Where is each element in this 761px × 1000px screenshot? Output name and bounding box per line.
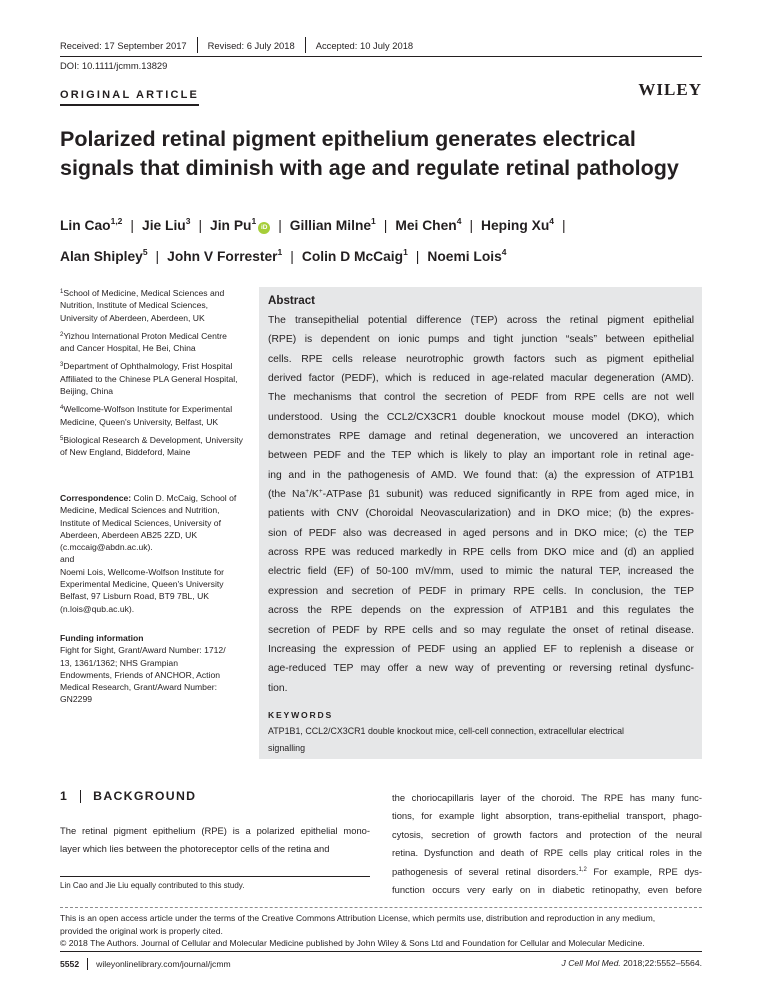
author-affil: 4 — [549, 216, 554, 226]
author-name[interactable]: Colin D McCaig — [301, 249, 404, 264]
author-list: Lin Cao$^{1,2}$ | Jie Liu$^3$ | Jin Pu$^1$iD | Gillian Milne$^1$ | Mei Chen$^4$ | Heping Xu$^4$ | Alan Shipley$^5$ | John V Forrester$^1$ | Colin D McCaig$^1$ | Noemi Lois$^4$ — [60, 216, 566, 264]
correspondence-label: Correspondence: — [60, 493, 132, 503]
author-name[interactable]: Alan Shipley — [60, 249, 143, 264]
funding-label: Funding information — [60, 633, 144, 643]
affiliation: $^3$Department of Ophthalmology, Frist Hospital Affiliated to the Chinese PLA General Hospital, Beijing, China — [60, 361, 238, 397]
author-name[interactable]: Mei Chen — [395, 218, 457, 233]
email-link[interactable]: (n.lois@qub.ac.uk). — [60, 603, 135, 614]
body-text-col1: The retinal pigment epithelium (RPE) is a polarized epithelial mono- layer which lies between the photoreceptor cells of the retina and — [60, 825, 370, 855]
orcid-icon[interactable]: iD — [258, 222, 270, 234]
author-affil: 1 — [251, 216, 257, 226]
divider — [197, 37, 198, 53]
journal-url[interactable]: wileyonlinelibrary.com/journal/jcmm — [96, 959, 231, 969]
footer-citation: J Cell Mol Med. 2018;22:5552–5564. — [561, 958, 702, 968]
article-type: ORIGINAL ARTICLE — [60, 89, 200, 101]
author-affil: 1 — [403, 247, 408, 257]
keywords-heading: KEYWORDS — [268, 710, 334, 720]
author-name[interactable]: Lin Cao — [60, 218, 111, 233]
author-name[interactable]: Jin Pu — [210, 218, 252, 233]
author-affil: 1 — [371, 216, 376, 226]
section-title: BACKGROUND — [93, 789, 197, 803]
abstract-text: The transepithelial potential difference (TEP) across the retinal pigment epithelial (RPE) is dependent on ionic pumps and tight junction “seals” between epithelial cells. RPE cells release neurotrophic growth factors such as pigment epithelial derived factor (PEDF), which is reduced in age-related macular degeneration (AMD). The mechanisms that control the secretion of PEDF from RPE cells are not well understood. Using the CCL2/CX3CR1 double knockout mouse model (DKO), which demonstrates RPE damage and retinal degeneration, we uncovered an interaction between PEDF and the TEP which is likely to play an important role in retinal age- ing and in the pathogenesis of AMD. We found that: (a) the expression of ATP1B1 (the Na+/K+-ATPase β1 subunit) was reduced significantly in RPE from aged mice, in patients with CNV (Choroidal Neovascularization) and in DKO mice; (b) the expres- sion of PEDF also was decreased in aged persons and in DKO mice; (c) the TEP across RPE was reduced markedly in RPE cells from DKO mice and (d) an applied electric field (EF) of 50-100 mV/mm, used to mimic the natural TEP, increased the expression and secretion of PEDF in primary RPE cells. In conclusion, the TEP across the RPE depends on the expression of ATP1B1 and this regulates the secretion of PEDF by RPE cells and so may regulate the onset of retinal disease. Increasing the expression of PEDF using an applied EF to replenish a disease or age-reduced TEP may offer a new way of preventing or reversing retinal dysfunc- tion. — [268, 315, 694, 694]
accepted-date: Accepted: 10 July 2018 — [315, 39, 414, 51]
article-type-underline — [60, 104, 199, 106]
title-line: Polarized retinal pigment epithelium generates electrical — [60, 127, 636, 151]
affiliations — [60, 286, 243, 464]
footer-rule — [60, 951, 702, 952]
email-link[interactable]: (c.mccaig@abdn.ac.uk). — [60, 542, 153, 553]
abstract-heading: Abstract — [268, 294, 316, 307]
divider — [87, 958, 88, 970]
correspondence: Correspondence: Colin D. McCaig, School of Medicine, Medical Sciences and Nutrition, Institute of Medical Sciences, University of Aberdeen, Aberdeen AB25 2ZD, UK (c.mccaig@abdn.ac.uk). and Noemi Lois, Wellcome-Wolfson Institute for Experimental Medicine, Queen's University Belfast, 97 Lisburn Road, BT9 7BL, UK (n.lois@qub.ac.uk). — [60, 492, 243, 615]
author-name[interactable]: Heping Xu — [481, 218, 550, 233]
footer-left — [60, 958, 231, 970]
publisher-logo: WILEY — [638, 80, 702, 99]
footnote-rule — [60, 876, 370, 877]
section-number: 1 — [60, 789, 69, 803]
page-number: 5552 — [60, 959, 80, 969]
author-name[interactable]: Gillian Milne — [289, 218, 372, 233]
author-affil: 1,2 — [110, 216, 123, 226]
title-line: signals that diminish with age and regulate retinal pathology — [60, 156, 679, 180]
affiliation: $^5$Biological Research & Development, University of New England, Biddeford, Maine — [60, 434, 243, 458]
revised-date: Revised: 6 July 2018 — [207, 39, 295, 51]
author-affil: 4 — [456, 216, 462, 226]
journal-abbrev: J Cell Mol Med. — [561, 958, 621, 968]
body-text-col2: the choriocapillaris layer of the choroid. The RPE has many func- tions, for example light absorption, trans-epithelial transport, phago- cytosis, secretion of growth factors and protection of the neural retina. Dysfunction and death of RPE cells play critical roles in the pathogenesis of several retinal disorders.$^{1,2}$ For example, RPE dys- function occurs very early on in diabetic retinopathy, even before — [392, 792, 702, 896]
dates-row — [60, 38, 413, 52]
article-title — [60, 125, 710, 183]
author-affil: 4 — [501, 247, 507, 257]
author-name[interactable]: Noemi Lois — [427, 249, 502, 264]
funding-information: Funding information Fight for Sight, Grant/Award Number: 1712/ 13, 1361/1362; NHS Grampian Endowments, Friends of ANCHOR, Action Medical Research, Grant/Award Number: GN2299 — [60, 633, 226, 705]
affiliation: $^1$School of Medicine, Medical Sciences and Nutrition, Institute of Medical Sciences, University of Aberdeen, Aberdeen, UK — [60, 288, 225, 323]
author-name[interactable]: John V Forrester — [167, 249, 278, 264]
dashed-rule — [60, 907, 702, 908]
doi-link[interactable]: DOI: 10.1111/jcmm.13829 — [60, 60, 168, 71]
header-rule — [60, 56, 702, 57]
section-heading — [60, 789, 196, 803]
author-affil: 1 — [277, 247, 283, 257]
divider — [80, 790, 81, 803]
affiliation: $^4$Wellcome-Wolfson Institute for Experimental Medicine, Queen's University, Belfast, UK — [60, 404, 233, 427]
author-name[interactable]: Jie Liu — [142, 218, 186, 233]
affiliation: $^2$Yizhou International Proton Medical Centre and Cancer Hospital, He Bei, China — [60, 330, 227, 354]
divider — [305, 37, 306, 53]
keywords-text: ATP1B1, CCL2/CX3CR1 double knockout mice, cell-cell connection, extracellular electrical signalling — [268, 726, 624, 753]
open-access-notice: This is an open access article under the terms of the Creative Commons Attribution License, which permits use, distribution and reproduction in any medium, provided the original work is properly cited. © 2018 The Authors. Journal of Cellular and Molecular Medicine published by John Wiley & Sons Ltd and Foundation for Cellular and Molecular Medicine. — [60, 913, 656, 949]
footnote: Lin Cao and Jie Liu equally contributed to this study. — [60, 881, 245, 890]
received-date: Received: 17 September 2017 — [60, 39, 187, 51]
citation-ref[interactable]: 1,2 — [578, 866, 587, 873]
author-affil: 5 — [142, 247, 148, 257]
author-affil: 3 — [185, 216, 191, 226]
